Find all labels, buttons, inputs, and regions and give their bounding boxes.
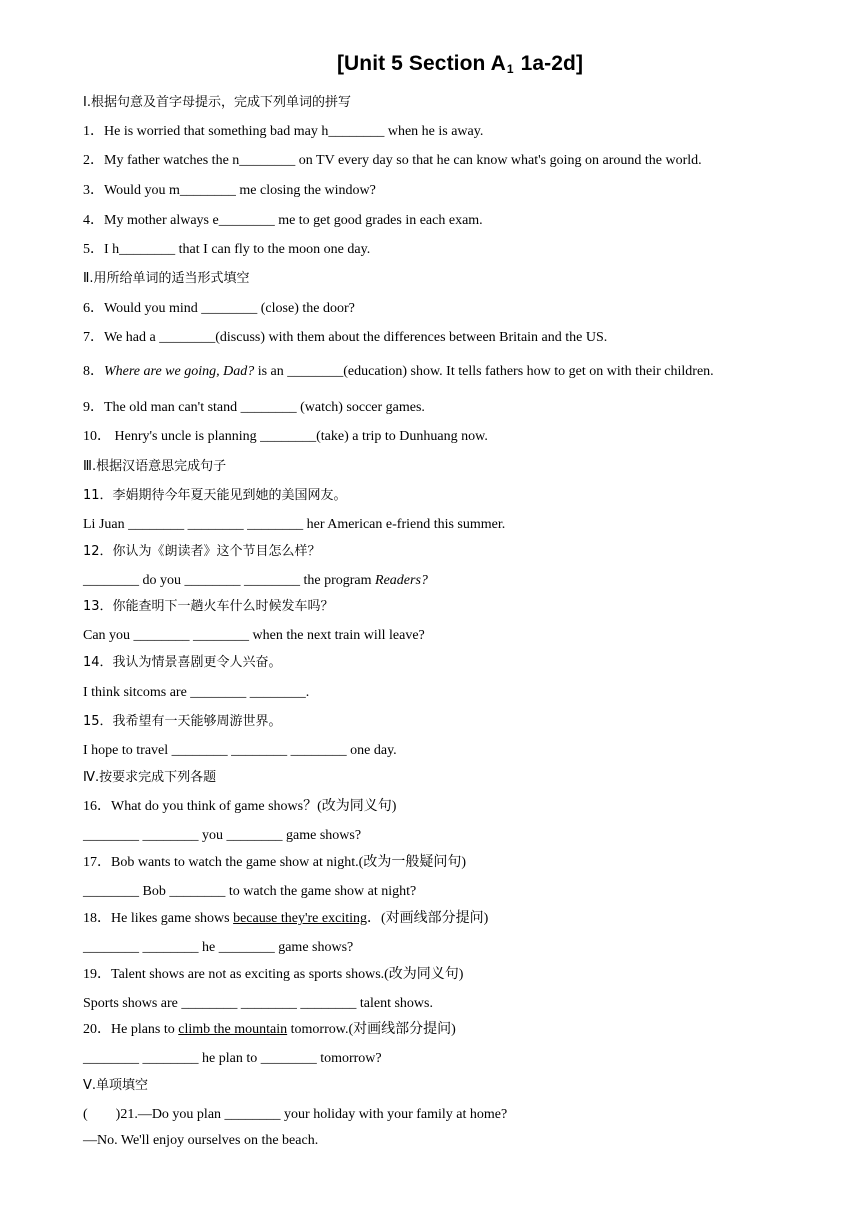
question-12-english — [83, 572, 428, 590]
question-8-text: is an ________(education) show. It tells fathers how to get on with their children. — [254, 364, 714, 379]
question-15-chinese: 15．我希望有一天能够周游世界。 — [83, 714, 282, 729]
question-17: 17．Bob wants to watch the game show at night.(改为一般疑问句) — [83, 855, 467, 870]
question-4: 4．My mother always e________ me to get good grades in each exam. — [83, 213, 483, 228]
question-20-instruction: tomorrow.(对画线部分提问) — [287, 1022, 456, 1037]
program-title-italic: Readers? — [375, 573, 428, 588]
title-range: 1a-2d] — [514, 52, 584, 75]
question-15-english: I hope to travel ________ ________ ________ one day. — [83, 743, 397, 758]
section-heading-2: Ⅱ.用所给单词的适当形式填空 — [83, 271, 250, 286]
question-18-instruction: ．(对画线部分提问) — [367, 911, 489, 926]
underlined-phrase: because they're exciting — [233, 911, 367, 926]
section-heading-5: Ⅴ.单项填空 — [83, 1078, 149, 1093]
section-heading-4: Ⅳ.按要求完成下列各题 — [83, 770, 217, 785]
question-8 — [83, 363, 714, 381]
question-6: 6．Would you mind ________ (close) the door? — [83, 301, 355, 316]
question-21: ( )21.—Do you plan ________ your holiday with your family at home? — [83, 1107, 508, 1122]
section-heading-1: Ⅰ.根据句意及首字母提示，完成下列单词的拼写 — [83, 95, 351, 110]
answer-19: Sports shows are ________ ________ ________ talent shows. — [83, 996, 433, 1011]
show-title-italic: Where are we going, Dad? — [104, 364, 255, 379]
question-13-english: Can you ________ ________ when the next train will leave? — [83, 628, 425, 643]
question-8-number: 8． — [83, 364, 104, 379]
question-20-text: 20．He plans to — [83, 1022, 179, 1037]
answer-16: ________ ________ you ________ game shows? — [83, 828, 362, 843]
question-13-chinese: 13．你能查明下一趟火车什么时候发车吗？ — [83, 599, 334, 614]
question-21-reply: —No. We'll enjoy ourselves on the beach. — [83, 1133, 319, 1148]
answer-17: ________ Bob ________ to watch the game show at night? — [83, 884, 417, 899]
question-20 — [83, 1021, 456, 1039]
question-9: 9．The old man can't stand ________ (watch) soccer games. — [83, 400, 425, 415]
question-10: 10． Henry's uncle is planning ________(take) a trip to Dunhuang now. — [83, 429, 488, 444]
question-18 — [83, 910, 488, 928]
question-14-english: I think sitcoms are ________ ________. — [83, 685, 310, 700]
question-16: 16．What do you think of game shows？(改为同义句) — [83, 799, 397, 814]
question-18-text: 18．He likes game shows — [83, 911, 234, 926]
answer-20: ________ ________ he plan to ________ tomorrow? — [83, 1051, 382, 1066]
question-1: 1．He is worried that something bad may h________ when he is away. — [83, 124, 484, 139]
title-main: [Unit 5 Section A — [336, 52, 506, 75]
question-12-chinese: 12．你认为《朗读者》这个节目怎么样？ — [83, 544, 321, 559]
question-5: 5．I h________ that I can fly to the moon one day. — [83, 242, 371, 257]
question-7: 7．We had a ________(discuss) with them about the differences between Britain and the US. — [83, 330, 608, 345]
question-14-chinese: 14．我认为情景喜剧更令人兴奋。 — [83, 655, 282, 670]
question-11-chinese: 11．李娟期待今年夏天能见到她的美国网友。 — [83, 488, 347, 503]
question-3: 3．Would you m________ me closing the window? — [83, 183, 376, 198]
underlined-phrase: climb the mountain — [178, 1022, 288, 1037]
question-2: 2．My father watches the n________ on TV every day so that he can know what's going on around the world. — [83, 153, 702, 168]
question-12-text: ________ do you ________ ________ the program — [83, 573, 376, 588]
answer-18: ________ ________ he ________ game shows? — [83, 940, 354, 955]
question-11-english: Li Juan ________ ________ ________ her American e-friend this summer. — [83, 517, 506, 532]
section-heading-3: Ⅲ.根据汉语意思完成句子 — [83, 459, 227, 474]
title-subscript: 1 — [506, 62, 514, 76]
question-19: 19．Talent shows are not as exciting as sports shows.(改为同义句) — [83, 967, 464, 982]
page-title — [0, 52, 860, 76]
